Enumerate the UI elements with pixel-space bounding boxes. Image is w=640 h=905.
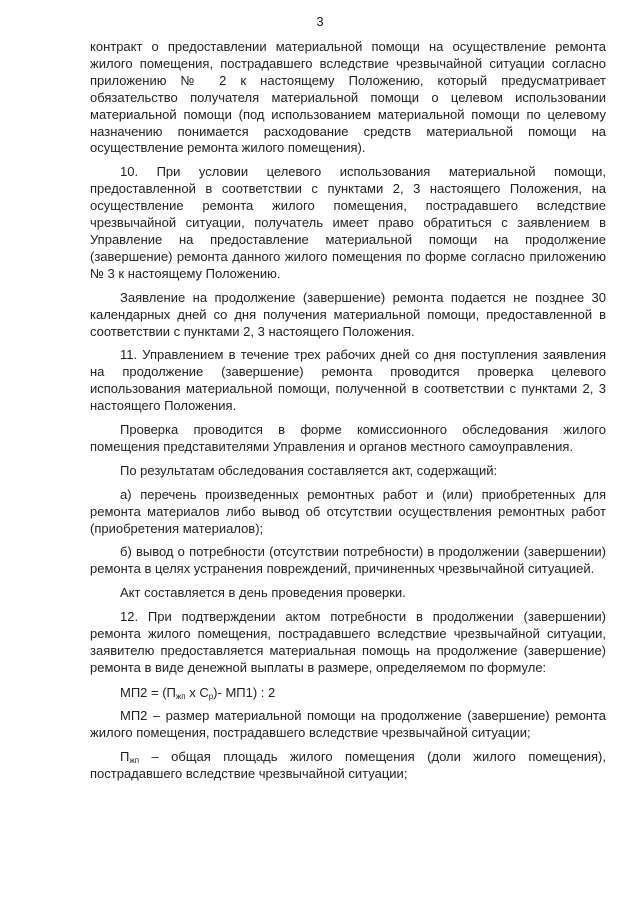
- paragraph-item-12: 12. При подтверждении актом потребности в продолжении (завершении) ремонта жилого помещения, пострадавшего вследствие чрезвычайной ситуации, заявителю предоставляется материальная помощь на продолжение (завершение) ремонта в виде денежной выплаты в размере, определяемом по формуле:: [90, 609, 606, 675]
- paragraph-item-11: 11. Управлением в течение трех рабочих дней со дня поступления заявления на продолжение (завершение) ремонта проводится проверка целевого использования материальной помощи, полученной в соответствии с пунктами 2, 3 настоящего Положения.: [90, 347, 606, 414]
- term-area-sub: жп: [129, 755, 140, 765]
- formula-sub-price: р: [208, 691, 214, 701]
- paragraph-act-item-a: а) перечень произведенных ремонтных работ и (или) приобретенных для ремонта материалов либо вывод об отсутствии осуществления ремонтных работ (приобретения материалов);: [90, 486, 606, 536]
- document-body: [90, 39, 606, 789]
- paragraph-inspection: Проверка проводится в форме комиссионного обследования жилого помещения представителями Управления и органов местного самоуправления.: [90, 422, 606, 454]
- definition-mp2: – размер материальной помощи на продолжение (завершение) ремонта жилого помещения, пострадавшего вследствие чрезвычайной ситуации;: [90, 707, 606, 740]
- definition-area: – общая площадь жилого помещения (доли жилого помещения), пострадавшего вследствие чрезвычайной ситуации;: [90, 748, 606, 781]
- paragraph-act-date: Акт составляется в день проведения проверки.: [120, 585, 406, 601]
- paragraph-definition-area: [90, 749, 606, 783]
- paragraph-item-10: 10. При условии целевого использования материальной помощи, предоставленной в соответствии с пунктами 2, 3 настоящего Положения, на осуществление ремонта жилого помещения, пострадавшего вследствие чрезвычайной ситуации, получатель имеет право обратиться с заявлением в Управление на предоставление материальной помощи на продолжение (завершение) ремонта данного жилого помещения по форме согласно приложению № 3 к настоящему Положению.: [90, 164, 606, 281]
- formula-mid: х С: [185, 684, 209, 700]
- paragraph-act-contents: По результатам обследования составляется акт, содержащий:: [120, 462, 498, 478]
- formula-rhs: )- МП1) : 2: [213, 684, 276, 700]
- paragraph-application-deadline: Заявление на продолжение (завершение) ремонта подается не позднее 30 календарных дней со дня получения материальной помощи, предоставленной в соответствии с пунктами 2, 3 настоящего Положения.: [90, 289, 606, 339]
- term-mp2: МП2: [120, 707, 148, 723]
- page-number: 3: [316, 14, 324, 29]
- paragraph-contract: контракт о предоставлении материальной помощи на осуществление ремонта жилого помещения, пострадавшего вследствие чрезвычайной ситуации согласно приложению № 2 к настоящему Положению, который предусматривает обязательство получателя материальной помощи о целевом использовании материальной помощи (под использованием материальной помощи по целевому назначению понимается расходование средств материальной помощи на осуществление ремонта жилого помещения).: [90, 39, 606, 156]
- paragraph-definition-mp2: [90, 708, 606, 742]
- paragraph-act-item-b: б) вывод о потребности (отсутствии потребности) в продолжении (завершении) ремонта в целях устранения повреждений, причиненных чрезвычайной ситуацией.: [90, 544, 606, 577]
- formula-sub-area: жп: [175, 691, 186, 701]
- term-area: П: [120, 748, 130, 764]
- formula: [90, 684, 606, 701]
- formula-lhs: МП2 = (П: [120, 684, 176, 700]
